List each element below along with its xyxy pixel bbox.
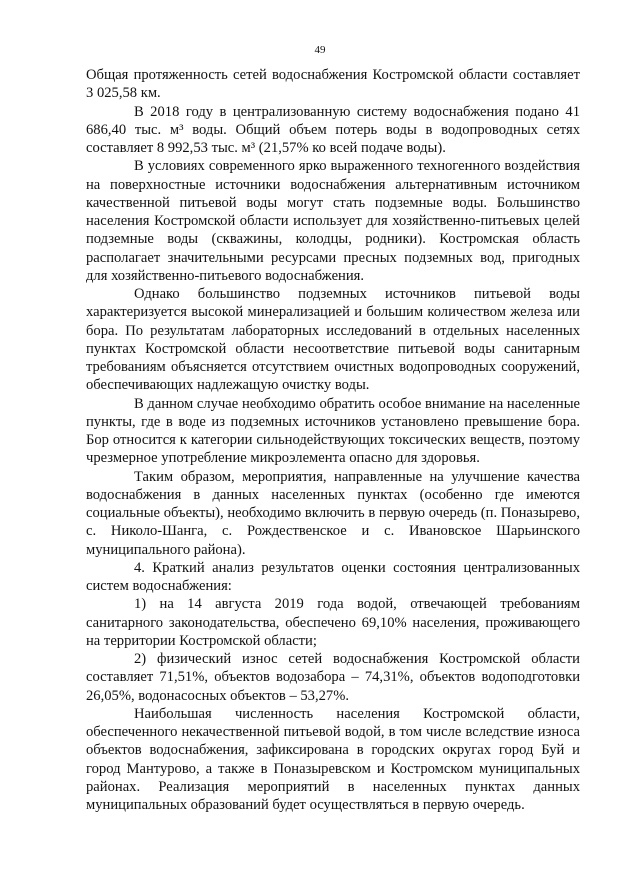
list-item-1: 1) на 14 августа 2019 года водой, отвечающей требованиям санитарного законодательства, обеспечено 69,10% населения, проживающего на территории Костромской области; [86,596,580,649]
list-item-2: 2) физический износ сетей водоснабжения Костромской области составляет 71,51%, объектов водозабора – 74,31%, объектов водоподготовки 26,05%, водонасосных объектов – 53,27%. [86,651,580,704]
paragraph-network-length: Общая протяженность сетей водоснабжения Костромской области составляет 3 025,58 км. [86,67,580,102]
document-body [86,66,580,814]
paragraph-water-supply-volume: В 2018 году в централизованную систему водоснабжения подано 41 686,40 тыс. м³ воды. Общий объем потерь воды в водопроводных сетях составляет 8 992,53 тыс. м³ (21,57% ко всей подаче воды). [86,103,580,156]
paragraph-water-quality: Однако большинство подземных источников питьевой воды характеризуется высокой минерализацией и большим количеством железа или бора. По результатам лабораторных исследований в отдельных населенных пунктах Костромской области несоответствие питьевой воды санитарным требованиям объясняется отсутствием очистных водопроводных сооружений, обеспечивающих надлежащую очистку воды. [86,286,580,394]
paragraph-groundwater-sources: В условиях современного ярко выраженного техногенного воздействия на поверхностные источники водоснабжения альтернативным источником качественной питьевой воды могут стать подземные воды. Большинство населения Костромской области использует для хозяйственно-питьевых целей подземные воды (скважины, колодцы, родники). Костромская область располагает значительными ресурсами пресных подземных вод, пригодных для хозяйственно-питьевого водоснабжения. [86,158,580,284]
paragraph-analysis-heading: 4. Краткий анализ результатов оценки состояния централизованных систем водоснабжения: [86,559,580,594]
paragraph-boron: В данном случае необходимо обратить особое внимание на населенные пункты, где в воде из подземных источников установлено превышение бора. Бор относится к категории сильнодействующих токсических веществ, поэтому чрезмерное употребление микроэлемента опасно для здоровья. [86,395,580,467]
page-number: 49 [314,44,326,56]
paragraph-largest-population: Наибольшая численность населения Костромской области, обеспеченного некачественной питьевой водой, в том числе вследствие износа объектов водоснабжения, зафиксирована в городских округах город Буй и город Мантурово, а также в Поназыревском и Костромском муниципальных районах. Реализация мероприятий в населенных пунктах данных муниципальных образований будет осуществляться в первую очередь. [86,705,580,813]
paragraph-priority-measures: Таким образом, мероприятия, направленные на улучшение качества водоснабжения в данных населенных пунктах (особенно где имеются социальные объекты), необходимо включить в первую очередь (п. Поназырево, с. Николо-Шанга, с. Рождественское и с. Ивановское Шарьинского муниципального района). [86,468,580,558]
